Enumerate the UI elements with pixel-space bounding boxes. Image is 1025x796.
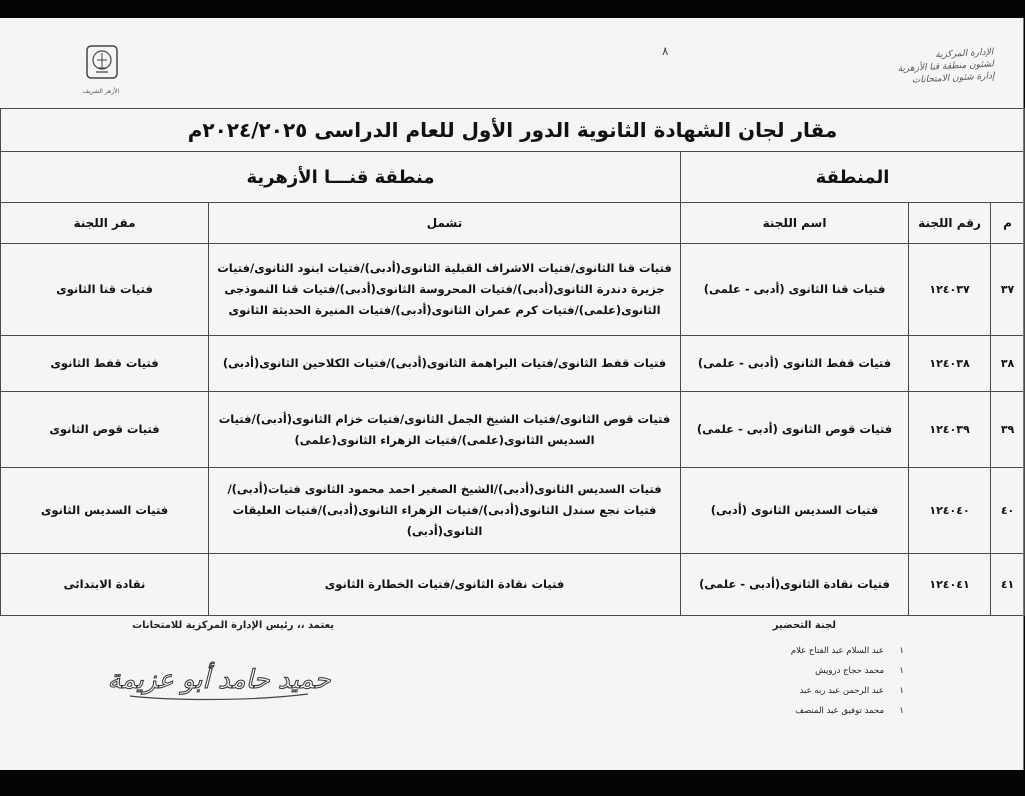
committee-includes: فتيات قفط الثانوى/فتيات البراهمة الثانوى(أدبى)/فتيات الكلاحين الثانوى(أدبى) [209, 336, 681, 392]
region-row [1, 152, 1025, 203]
administration-note-line: إدارة شئون الامتحانات [911, 71, 995, 86]
table-header [1, 203, 1025, 244]
committee-name: فتيات السديس الثانوى (أدبى) [681, 468, 909, 554]
table-row [1, 468, 1025, 554]
emblem-caption: الأزهر الشريف [82, 88, 120, 95]
page-mark: ٨ [662, 44, 669, 58]
committee-member: ١عبد السلام عبد الفتاح علام [790, 646, 904, 656]
committee-seat: فتيات قوص الثانوى [1, 392, 209, 468]
signature-name: حميد حامد أبو عزيمة [107, 665, 331, 695]
document-page [0, 18, 1024, 770]
committee-name: فتيات نقادة الثانوى(أدبى - علمى) [681, 554, 909, 616]
committee-name: فتيات قفط الثانوى (أدبى - علمى) [681, 336, 909, 392]
handwritten-signature [107, 650, 331, 704]
committee-includes: فتيات قنا الثانوى/فتيات الاشراف القبلية الثانوى(أدبى)/فتيات ابنود الثانوى/فتيات جزيرة دندرة الثانوى(أدبى)/فتيات المحروسة الثانوى(أدبى)/فتيات قنا النموذجى الثانوى(علمى)/فتيات كرم عمران الثانوى(أدبى)/فتيات المنيرة الحديثة الثانوى [209, 244, 681, 336]
committee-code: ١٢٤٠٣٨ [909, 336, 991, 392]
row-index: ٤١ [991, 554, 1025, 616]
committee-code: ١٢٤٠٣٧ [909, 244, 991, 336]
table-row [1, 392, 1025, 468]
table-row [1, 336, 1025, 392]
row-index: ٣٨ [991, 336, 1025, 392]
row-index: ٤٠ [991, 468, 1025, 554]
committee-includes: فتيات قوص الثانوى/فتيات الشيخ الجمل الثانوى/فتيات خزام الثانوى(أدبى)/فتيات السديس الثانوى(علمى)/فتيات الزهراء الثانوى(علمى) [209, 392, 681, 468]
committee-title: لجنة التحضير [772, 620, 836, 631]
committee-code: ١٢٤٠٤٠ [909, 468, 991, 554]
column-header-includes: تشمل [209, 203, 681, 244]
column-header-name: اسم اللجنة [681, 203, 909, 244]
administration-note-line: الإدارة المركزية [935, 47, 994, 61]
title-row [1, 109, 1025, 152]
committee-code: ١٢٤٠٤١ [909, 554, 991, 616]
document-title: مقار لجان الشهادة الثانوية الدور الأول للعام الدراسى ٢٠٢٤/٢٠٢٥م [1, 109, 1025, 152]
administration-note-line: لشئون منطقة قنا الأزهرية [897, 59, 995, 75]
committee-name: فتيات قنا الثانوى (أدبى - علمى) [681, 244, 909, 336]
column-header-index: م [991, 203, 1025, 244]
committee-member: ١عبد الرحمن عبد ربه عبد [799, 686, 904, 696]
administration-note [853, 46, 995, 89]
committee-includes: فتيات نقادة الثانوى/فتيات الخطارة الثانوى [209, 554, 681, 616]
committee-code: ١٢٤٠٣٩ [909, 392, 991, 468]
committee-name: فتيات قوص الثانوى (أدبى - علمى) [681, 392, 909, 468]
committee-member: ١محمد حجاج درويش [815, 666, 904, 676]
region-label: المنطقة [681, 152, 1025, 203]
region-value: منطقة قنـــا الأزهرية [1, 152, 681, 203]
row-index: ٣٩ [991, 392, 1025, 468]
signatures-footer [0, 618, 1024, 768]
column-header-seat: مقر اللجنة [1, 203, 209, 244]
committee-seat: فتيات السديس الثانوى [1, 468, 209, 554]
row-index: ٣٧ [991, 244, 1025, 336]
al-azhar-emblem-icon [84, 42, 120, 82]
column-header-code: رقم اللجنة [909, 203, 991, 244]
committees-table [0, 108, 1025, 616]
committee-member: ١محمد توفيق عبد المنصف [795, 706, 904, 716]
committee-seat: فتيات قفط الثانوى [1, 336, 209, 392]
committee-seat: نقادة الابتدائى [1, 554, 209, 616]
committee-includes: فتيات السديس الثانوى(أدبى)/الشيخ الصغير احمد محمود الثانوى فتيات(أدبى)/فتيات نجع سندل الثانوى(أدبى)/فتيات الزهراء الثانوى(أدبى)/فتيات العليقات الثانوى(أدبى) [209, 468, 681, 554]
committee-seat: فتيات قنا الثانوى [1, 244, 209, 336]
table-row [1, 554, 1025, 616]
page-edge-line [1023, 18, 1024, 770]
approval-line: يعتمد ،، رئيس الإدارة المركزية للامتحانات [132, 620, 334, 631]
table-row [1, 244, 1025, 336]
